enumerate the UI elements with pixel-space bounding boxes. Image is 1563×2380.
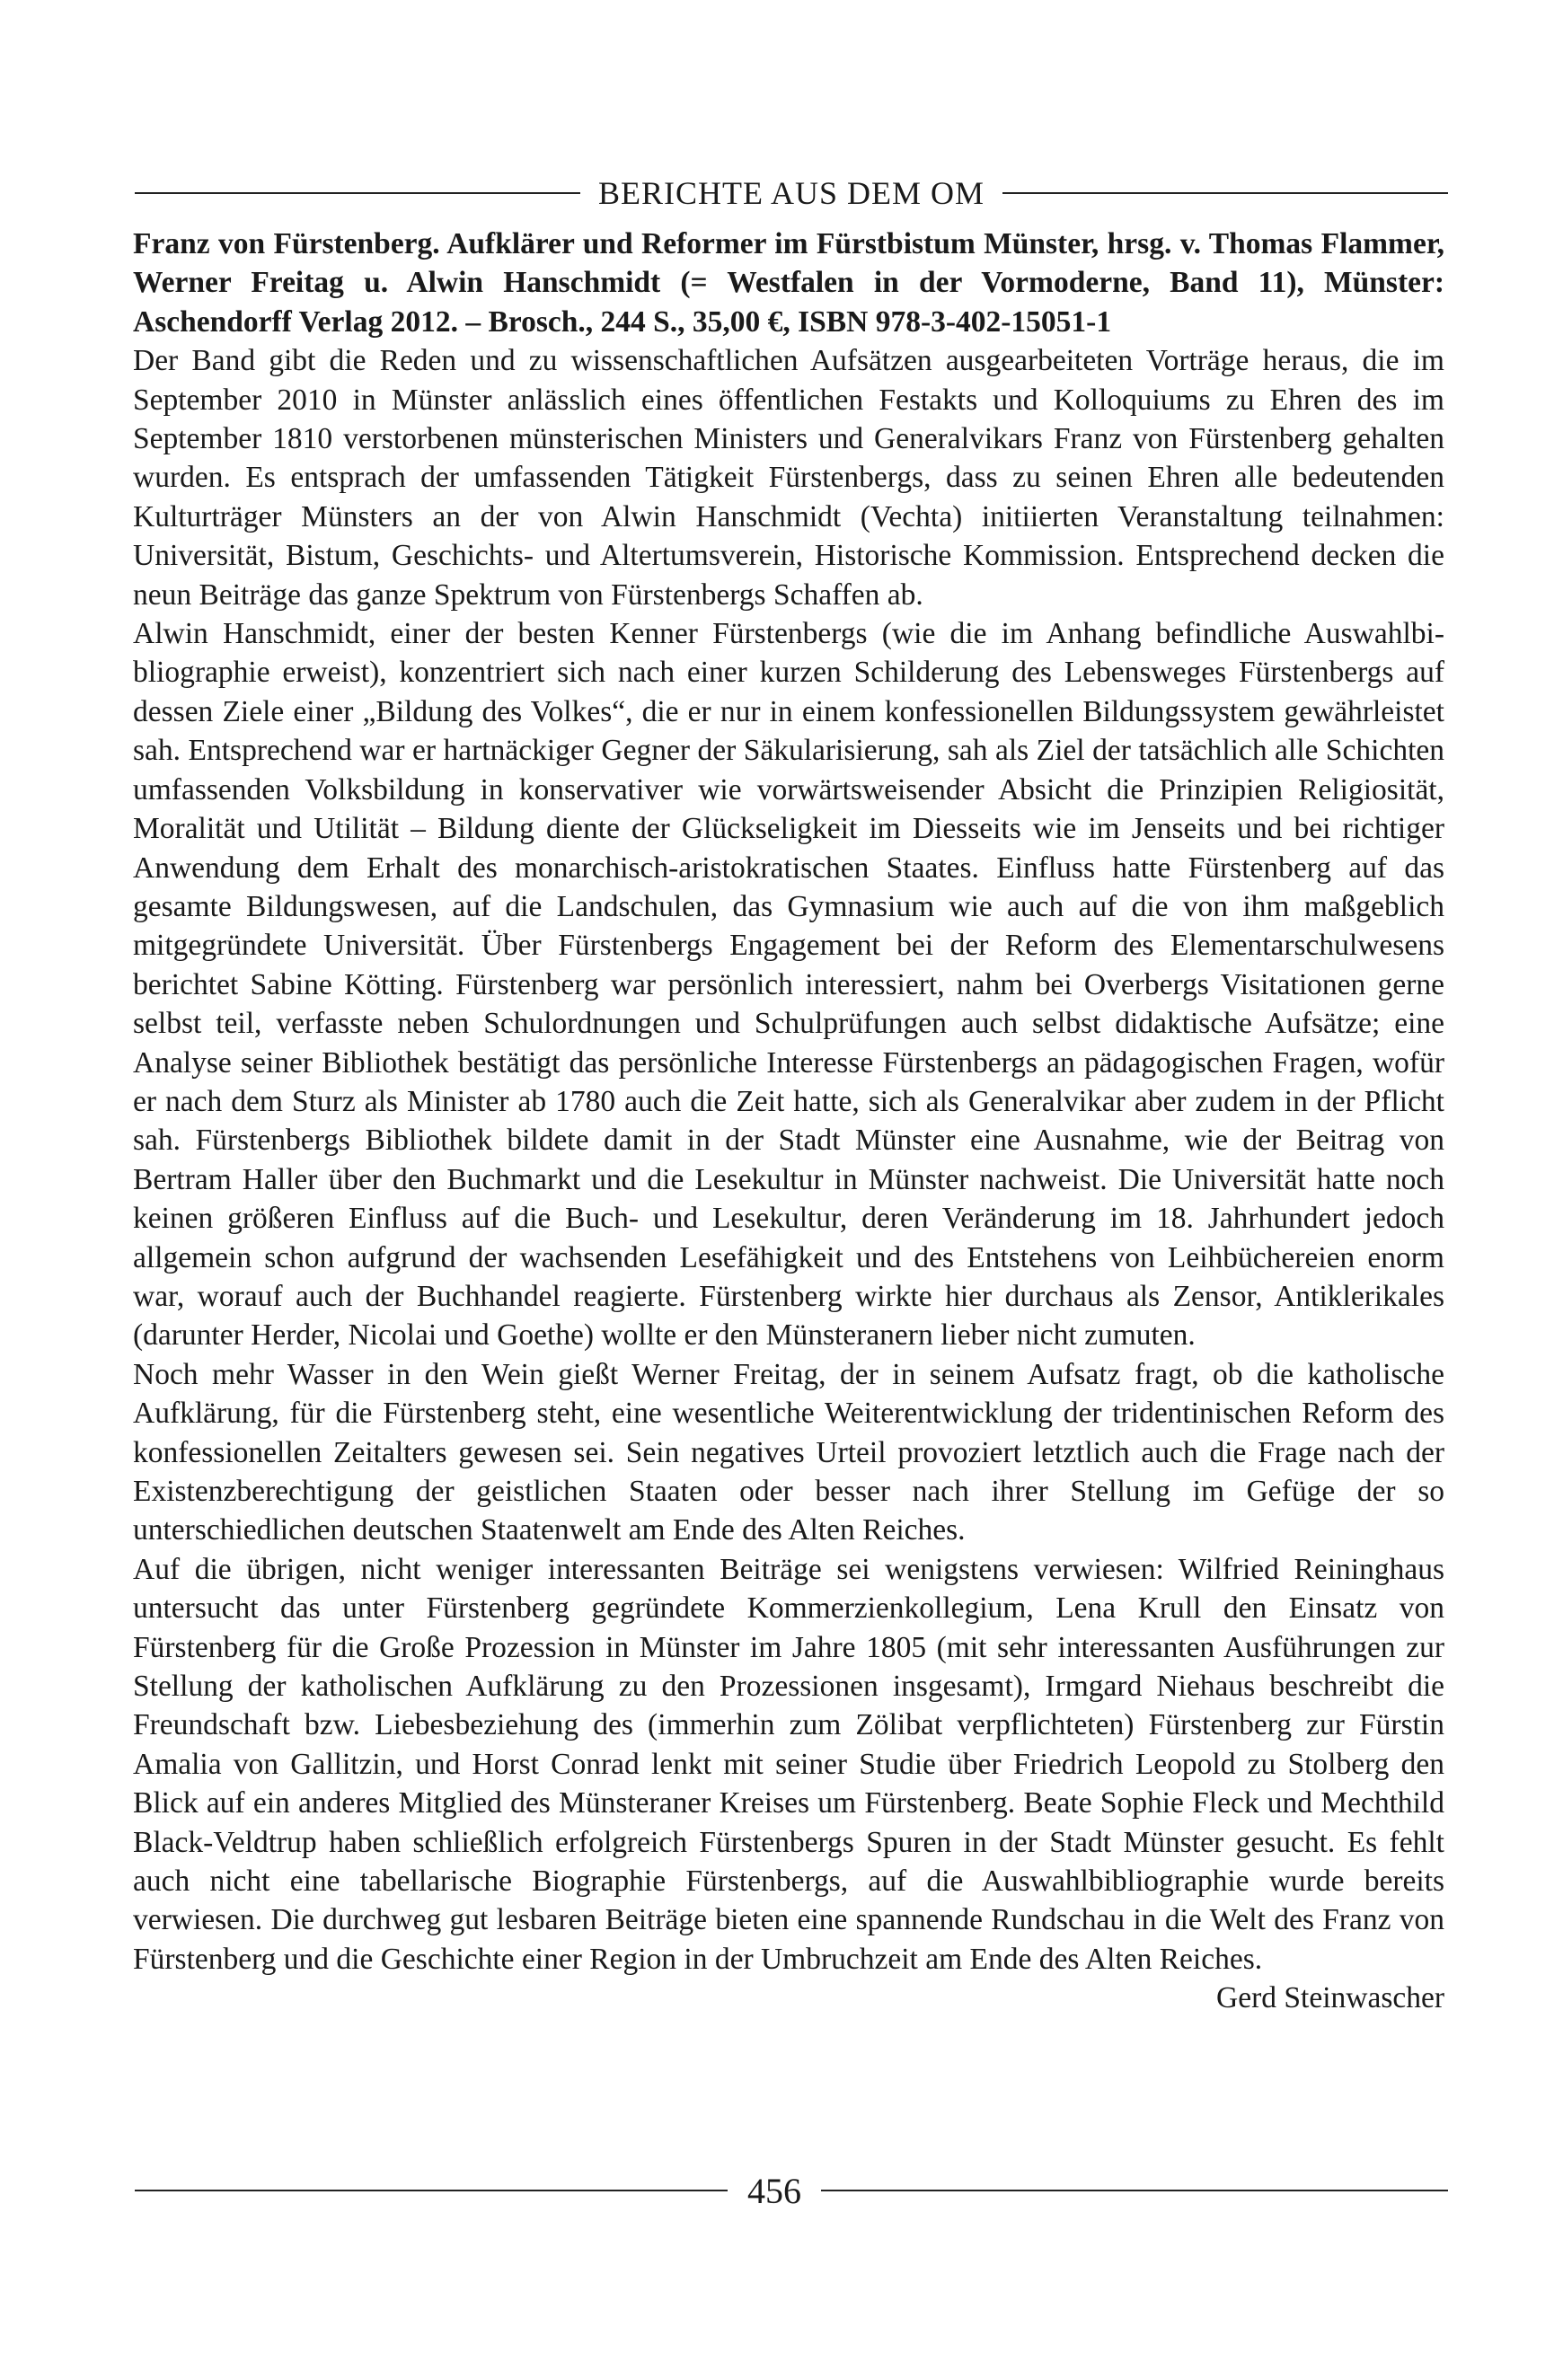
book-citation: Franz von Fürstenberg. Aufklärer und Reformer im Fürstbistum Münster, hrsg. v. Thomas Flammer, Werner Freitag u. Alwin Hanschmidt (= Westfalen in der Vormoderne, Band 11), Münster: Aschendorff Verlag 2012. – Brosch., 244 S., 35,00 €, ISBN 978-3-402-15051-1 xyxy=(133,227,1444,339)
header-rule-right xyxy=(1002,192,1448,194)
review-paragraph-4: Auf die übrigen, nicht weniger interessanten Beiträge sei wenigstens verwiesen: Wilfried Reininghaus untersucht das unter Fürstenberg gegründete Kommerzienkollegium, Lena Krull den Einsatz von Fürstenberg für die Große Prozession in Münster im Jahre 1805 (mit sehr interessanten Ausführungen zur Stellung der katholischen Aufklärung zu den Prozessionen insgesamt), Irmgard Niehaus beschreibt die Freundschaft bzw. Liebesbeziehung des (immerhin zum Zölibat verpflichteten) Fürstenberg zur Fürstin Amalia von Gallitzin, und Horst Conrad lenkt mit seiner Studie über Friedrich Leopold zu Stolberg den Blick auf ein anderes Mitglied des Münsteraner Kreises um Fürstenberg. Beate Sophie Fleck und Mechthild Black-Veldtrup haben schließlich erfolgreich Fürstenbergs Spuren in der Stadt Münster gesucht. Es fehlt auch nicht eine tabellarische Biographie Fürstenbergs, auf die Auswahlbibliographie wurde bereits verwiesen. Die durchweg gut lesbaren Beiträge bieten eine spannende Rundschau in die Welt des Franz von Fürstenberg und die Geschichte einer Region in der Umbruchzeit am Ende des Alten Reiches. xyxy=(133,1552,1444,1976)
review-paragraph-1: Der Band gibt die Reden und zu wissenschaftlichen Aufsätzen ausgearbeiteten Vorträge heraus, die im September 2010 in Münster anlässlich eines öffentlichen Festakts und Kolloquiums zu Ehren des im September 1810 verstorbenen münsterischen Ministers und Generalvikars Franz von Fürstenberg gehalten wurden. Es entsprach der umfassenden Tätigkeit Fürstenbergs, dass zu seinen Ehren alle bedeutenden Kulturträger Münsters an der von Alwin Hanschmidt (Vechta) initiierten Veranstaltung teilnahmen: Universität, Bistum, Geschichts- und Altertumsverein, Historische Kommission. Entsprechend decken die neun Beiträge das ganze Spektrum von Fürstenbergs Schaffen ab. xyxy=(133,344,1444,612)
review-paragraph-3: Noch mehr Wasser in den Wein gießt Werner Freitag, der in seinem Aufsatz fragt, ob die katholische Aufklärung, für die Fürstenberg steht, eine wesentliche Weiterentwicklung der tridentinischen Reform des konfessionellen Zeitalters gewesen sei. Sein negatives Urteil provoziert letztlich auch die Frage nach der Existenzberechtigung der geistlichen Staaten oder besser nach ihrer Stellung im Gefüge der so unterschiedlichen deutschen Staatenwelt am Ende des Alten Reiches. xyxy=(133,1357,1444,1547)
reviewer-name: Gerd Steinwascher xyxy=(1216,1981,1444,2015)
running-header xyxy=(135,173,1448,213)
page-number: 456 xyxy=(747,2170,801,2211)
review-paragraph-2: Alwin Hanschmidt, einer der besten Kenner Fürstenbergs (wie die im Anhang befindliche Auswahlbibliographie erweist), konzentriert sich nach einer kurzen Schilderung des Lebensweges Fürstenbergs auf dessen Ziele einer „Bildung des Volkes“, die er nur in einem konfessionellen Bildungssystem gewährleistet sah. Entsprechend war er hartnäckiger Gegner der Säkularisierung, sah als Ziel der tatsächlich alle Schichten umfassenden Volksbildung in konservativer wie vorwärtsweisender Absicht die Prinzipien Religiosität, Moralität und Utilität – Bildung diente der Glückseligkeit im Diesseits wie im Jenseits und bei richtiger Anwendung dem Erhalt des monarchisch-aristokratischen Staates. Einfluss hatte Fürstenberg auf das gesamte Bildungswesen, auf die Landschulen, das Gymnasium wie auch auf die von ihm maßgeblich mitgegründete Universität. Über Fürstenbergs Engagement bei der Reform des Elementarschulwesens berichtet Sabine Kötting. Fürstenberg war persönlich interessiert, nahm bei Overbergs Visitationen gerne selbst teil, verfasste neben Schulordnungen und Schulprüfungen auch selbst didaktische Aufsätze; eine Analyse seiner Bibliothek bestätigt das persönliche Interesse Fürstenbergs an pädagogischen Fragen, wofür er nach dem Sturz als Minister ab 1780 auch die Zeit hatte, sich als Generalvikar aber zudem in der Pflicht sah. Fürstenbergs Bibliothek bildete damit in der Stadt Münster eine Ausnahme, wie der Beitrag von Bertram Haller über den Buchmarkt und die Lesekultur in Münster nachweist. Die Universität hatte noch keinen größeren Einfluss auf die Buch- und Lesekultur, deren Veränderung im 18. Jahrhundert jedoch allgemein schon aufgrund der wachsenden Lesefähigkeit und des Entstehens von Leihbüchereien enorm war, worauf auch der Buchhandel reagierte. Fürstenberg wirkte hier durchaus als Zensor, Antiklerikales (darunter Herder, Nicolai und Goethe) wollte er den Münsteranern lieber nicht zumuten. xyxy=(133,617,1444,1353)
header-title: BERICHTE AUS DEM OM xyxy=(597,175,985,211)
footer-rule-right xyxy=(821,2190,1448,2191)
footer-rule-left xyxy=(135,2190,728,2191)
page-footer xyxy=(135,2166,1448,2215)
review-body xyxy=(133,225,1444,2018)
header-rule-left xyxy=(135,192,580,194)
